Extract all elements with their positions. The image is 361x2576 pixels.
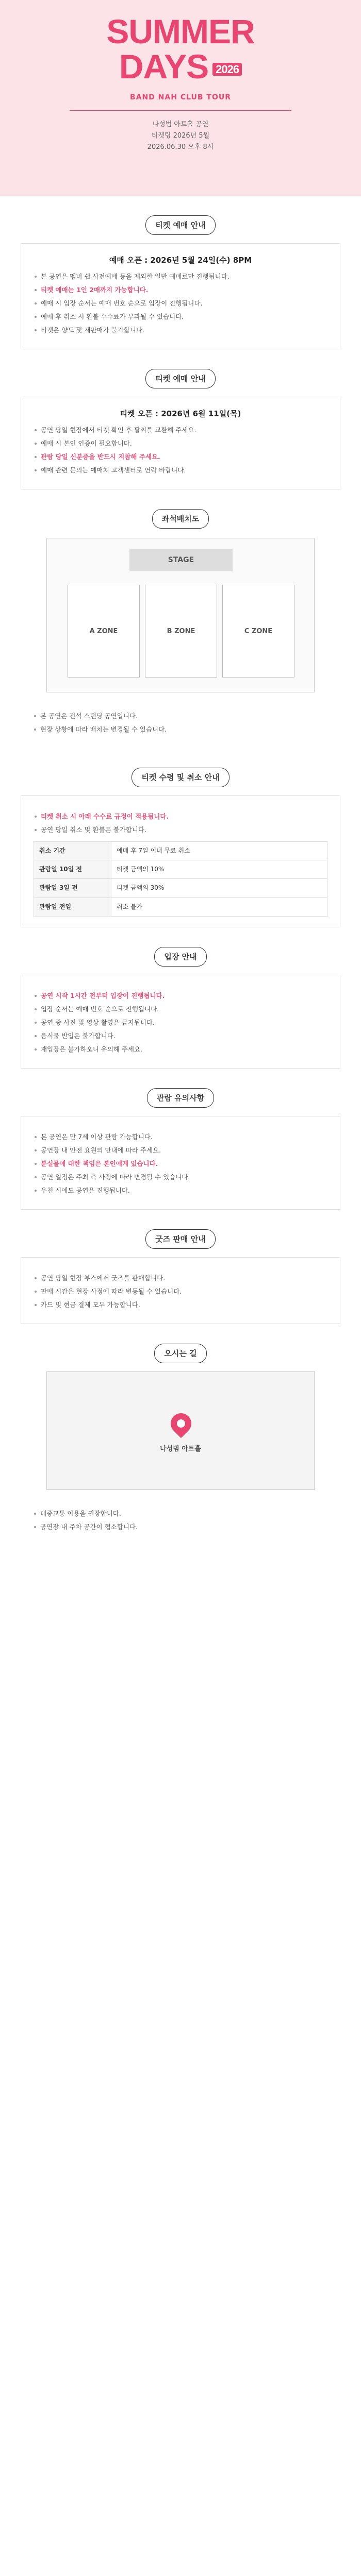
- hero-divider: [70, 110, 291, 111]
- section-location: [0, 1344, 361, 1546]
- hero-info: [0, 119, 361, 153]
- section-title: 오시는 길: [154, 1344, 206, 1363]
- list-item: 티켓 예매는 1인 2매까지 가능합니다.: [34, 285, 327, 295]
- section-box: [21, 1116, 340, 1210]
- location-list: [33, 1509, 328, 1532]
- hero-info-line: 나성범 아트홀 공연: [152, 120, 209, 128]
- list-item: 본 공연은 만 7세 이상 관람 가능합니다.: [34, 1132, 327, 1142]
- list-item: 공연 일정은 주최 측 사정에 따라 변경될 수 있습니다.: [34, 1172, 327, 1182]
- goods-list: [34, 1273, 327, 1310]
- section-ticket: [0, 215, 361, 349]
- section-presale: [0, 369, 361, 489]
- section-title: 티켓 예매 안내: [145, 215, 215, 235]
- list-item: 현장 상황에 따라 배치는 변경될 수 있습니다.: [33, 724, 328, 735]
- list-item: 분실물에 대한 책임은 본인에게 있습니다.: [34, 1159, 327, 1169]
- zone-c: C ZONE: [222, 585, 294, 677]
- section-title: 입장 안내: [154, 947, 206, 967]
- hero-title-line1: SUMMER: [106, 12, 255, 50]
- table-row: [34, 879, 327, 897]
- section-box: [21, 397, 340, 489]
- footer-space: [0, 1546, 361, 1566]
- notice-list: [34, 1132, 327, 1196]
- location-map: [46, 1371, 315, 1490]
- stage-label: STAGE: [129, 549, 233, 571]
- zone-a: A ZONE: [68, 585, 140, 677]
- refund-table: [34, 841, 327, 917]
- section-box: [21, 795, 340, 927]
- list-item: 공연장 내 안전 요원의 안내에 따라 주세요.: [34, 1145, 327, 1156]
- list-item: 입장 순서는 예매 번호 순으로 진행됩니다.: [34, 1004, 327, 1014]
- list-item: 공연 당일 현장 부스에서 굿즈를 판매합니다.: [34, 1273, 327, 1283]
- table-row: [34, 897, 327, 916]
- table-label: 관람일 전일: [34, 897, 111, 916]
- list-item: 예매 후 취소 시 환불 수수료가 부과될 수 있습니다.: [34, 312, 327, 322]
- hero-title-line2: [0, 49, 361, 87]
- list-item: 우천 시에도 공연은 진행됩니다.: [34, 1185, 327, 1196]
- section-refund: [0, 768, 361, 927]
- table-label: 관람일 10일 전: [34, 860, 111, 879]
- refund-list: [34, 811, 327, 835]
- list-item: 공연 당일 현장에서 티켓 확인 후 팔찌를 교환해 주세요.: [34, 425, 327, 435]
- list-item: 카드 및 현금 결제 모두 가능합니다.: [34, 1300, 327, 1310]
- hero-tour-name: BAND NAH CLUB TOUR: [129, 93, 232, 101]
- hero-info-line: 2026.06.30 오후 8시: [147, 143, 214, 151]
- list-item: 공연장 내 주차 공간이 협소합니다.: [33, 1522, 328, 1532]
- list-item: 본 공연은 멤버 쉽 사전예매 등을 제외한 일반 예매로만 진행됩니다.: [34, 272, 327, 282]
- list-item: 관람 당일 신분증을 반드시 지참해 주세요.: [34, 452, 327, 462]
- list-item: 대중교통 이용을 권장합니다.: [33, 1509, 328, 1519]
- table-value: 티켓 금액의 10%: [111, 860, 327, 879]
- hero-title-days: DAYS: [119, 47, 209, 86]
- table-value: 예매 후 7일 이내 무료 취소: [111, 842, 327, 860]
- section-box: [21, 1498, 340, 1546]
- ticket-open-date: 예매 오픈 : 2026년 5월 24일(수) 8PM: [109, 256, 252, 265]
- list-item: 예매 관련 문의는 예매처 고객센터로 연락 바랍니다.: [34, 465, 327, 476]
- section-box: [21, 1257, 340, 1324]
- zone-b: B ZONE: [145, 585, 217, 677]
- list-item: 판매 시간은 현장 사정에 따라 변동될 수 있습니다.: [34, 1286, 327, 1297]
- entry-list: [34, 991, 327, 1055]
- list-item: 본 공연은 전석 스탠딩 공연입니다.: [33, 711, 328, 721]
- list-item: 공연 당일 취소 및 환불은 불가합니다.: [34, 825, 327, 835]
- map-pin-icon: [167, 1409, 196, 1438]
- section-box: [21, 975, 340, 1069]
- list-item: 공연 중 사진 및 영상 촬영은 금지됩니다.: [34, 1018, 327, 1028]
- section-box: [21, 701, 340, 748]
- table-row: [34, 860, 327, 879]
- section-box: [21, 243, 340, 349]
- hero-banner: [0, 0, 361, 196]
- hero-info-line: 티켓팅 2026년 5월: [151, 131, 210, 140]
- presale-list: [34, 425, 327, 476]
- section-title: 티켓 수령 및 취소 안내: [132, 768, 229, 787]
- hero-year-badge: 2026: [212, 63, 242, 76]
- table-value: 취소 불가: [111, 897, 327, 916]
- section-title: 티켓 예매 안내: [145, 369, 215, 388]
- section-entry: [0, 947, 361, 1069]
- section-title: 관람 유의사항: [147, 1088, 214, 1108]
- list-item: 재입장은 불가하오니 유의해 주세요.: [34, 1044, 327, 1055]
- list-item: 공연 시작 1시간 전부터 입장이 진행됩니다.: [34, 991, 327, 1001]
- table-label: 관람일 3일 전: [34, 879, 111, 897]
- seating-list: [33, 711, 328, 735]
- list-item: 예매 시 입장 순서는 예매 번호 순으로 입장이 진행됩니다.: [34, 298, 327, 309]
- map-place-label: 나성범 아트홀: [160, 1445, 201, 1453]
- section-title: 굿즈 판매 안내: [145, 1229, 215, 1249]
- table-row: [34, 842, 327, 860]
- presale-open-date: 티켓 오픈 : 2026년 6월 11일(목): [120, 409, 241, 418]
- table-label: 취소 기간: [34, 842, 111, 860]
- list-item: 티켓 취소 시 아래 수수료 규정이 적용됩니다.: [34, 811, 327, 822]
- section-title: 좌석배치도: [152, 509, 209, 529]
- section-goods: [0, 1229, 361, 1324]
- section-notice: [0, 1088, 361, 1210]
- ticket-list: [34, 272, 327, 335]
- list-item: 예매 시 본인 인증이 필요합니다.: [34, 438, 327, 449]
- list-item: 음식물 반입은 불가합니다.: [34, 1031, 327, 1041]
- seat-map: [46, 538, 315, 692]
- section-seating: [0, 509, 361, 748]
- list-item: 티켓은 양도 및 재판매가 불가합니다.: [34, 325, 327, 335]
- table-value: 티켓 금액의 30%: [111, 879, 327, 897]
